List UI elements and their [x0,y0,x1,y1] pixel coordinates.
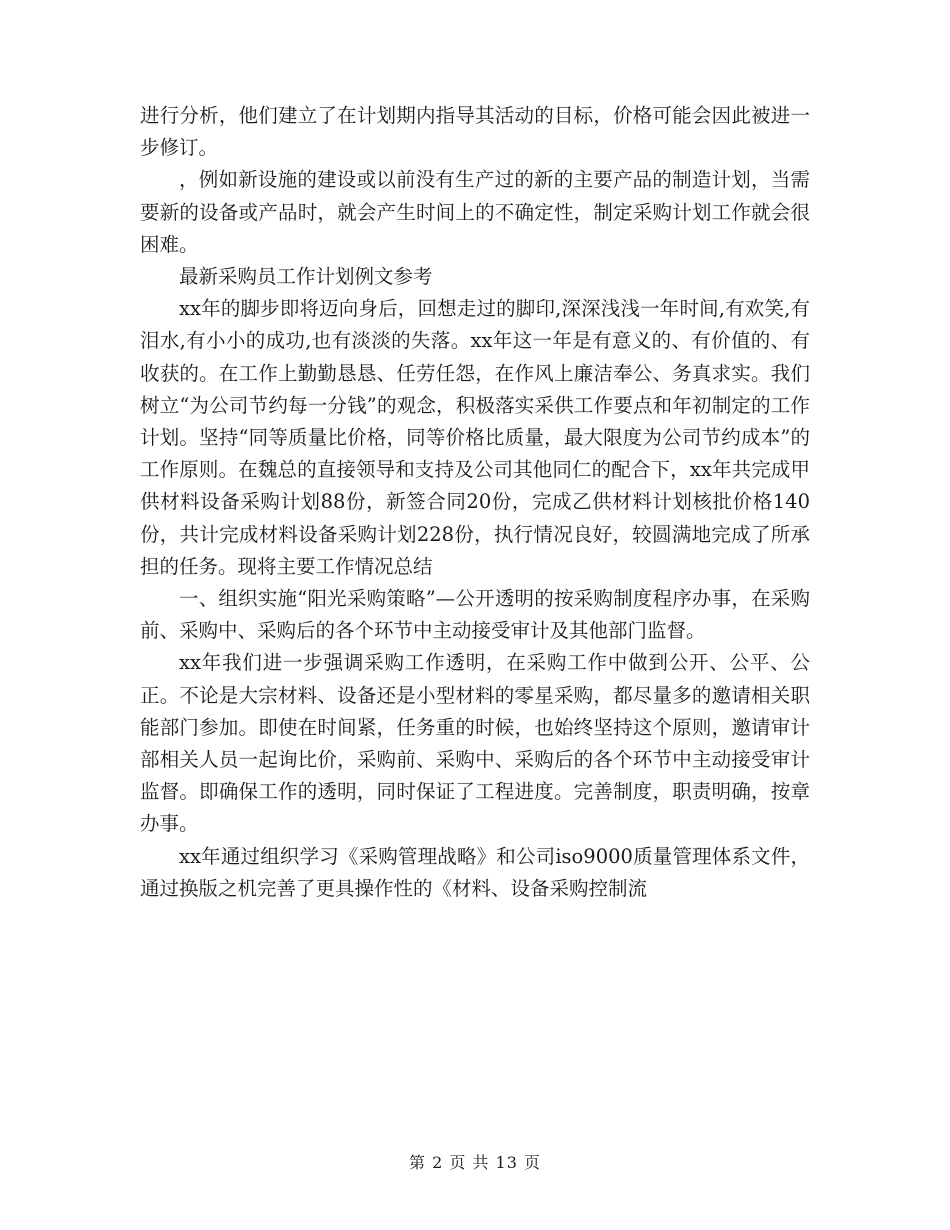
paragraph-7: xx年通过组织学习《采购管理战略》和公司iso9000质量管理体系文件，通过换版之机完善了更具操作性的《材料、设备采购控制流 [140,844,810,900]
page-number-footer: 第 2 页 共 13 页 [409,1153,541,1172]
paragraph-6: xx年我们进一步强调采购工作透明，在采购工作中做到公开、公平、公正。不论是大宗材料、设备还是小型材料的零星采购，都尽量多的邀请相关职能部门参加。即使在时间紧，任务重的时候，也始终坚持这个原则，邀请审计部相关人员一起询比价，采购前、采购中、采购后的各个环节中主动接受审计监督。即确保工作的透明，同时保证了工程进度。完善制度，职责明确，按章办事。 [140,651,810,836]
document-body [140,100,810,905]
paragraph-2: ，例如新设施的建设或以前没有生产过的新的主要产品的制造计划，当需要新的设备或产品时，就会产生时间上的不确定性，制定采购计划工作就会很困难。 [140,168,810,256]
paragraph-5: 一、组织实施“阳光采购策略”—公开透明的按采购制度程序办事，在采购前、采购中、采购后的各个环节中主动接受审计及其他部门监督。 [140,587,810,643]
paragraph-1: 进行分析，他们建立了在计划期内指导其活动的目标，价格可能会因此被进一步修订。 [140,104,810,160]
paragraph-4: xx年的脚步即将迈向身后，回想走过的脚印,深深浅浅一年时间,有欢笑,有泪水,有小小的成功,也有淡淡的失落。xx年这一年是有意义的、有价值的、有收获的。在工作上勤勤恳恳、任劳任怨，在作风上廉洁奉公、务真求实。我们树立“为公司节约每一分钱”的观念，积极落实采供工作要点和年初制定的工作计划。坚持“同等质量比价格，同等价格比质量，最大限度为公司节约成本”的工作原则。在魏总的直接领导和支持及公司其他同仁的配合下，xx年共完成甲供材料设备采购计划88份，新签合同20份，完成乙供材料计划核批价格140份，共计完成材料设备采购计划228份，执行情况良好，较圆满地完成了所承担的任务。现将主要工作情况总结 [140,297,810,578]
section-heading: 最新采购员工作计划例文参考 [179,265,433,289]
